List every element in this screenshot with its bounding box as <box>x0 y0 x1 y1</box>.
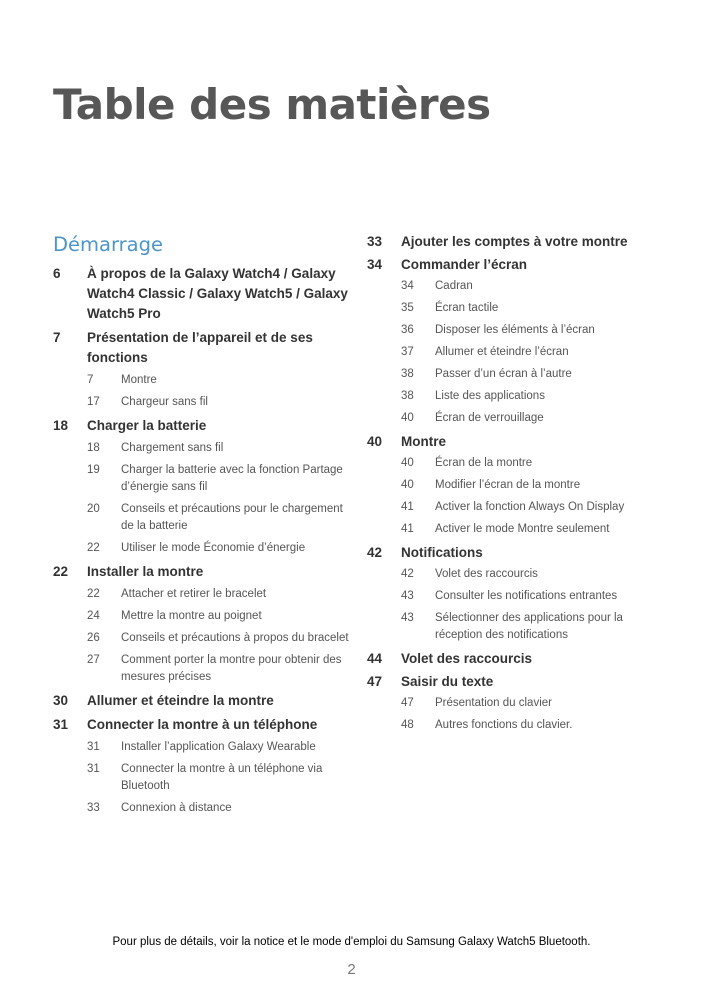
toc-entry-title: Montre <box>401 434 446 449</box>
toc-subentries <box>401 455 667 538</box>
toc-subentry-page: 43 <box>401 590 414 602</box>
toc-entry-title: Notifications <box>401 545 483 560</box>
toc-entries-left <box>53 264 353 817</box>
toc-subentry-title: Charger la batterie avec la fonction Partage d’énergie sans fil <box>121 464 343 493</box>
toc-entry-page: 22 <box>53 564 69 579</box>
toc-entry-page: 47 <box>367 674 383 689</box>
toc-entry[interactable] <box>53 562 353 582</box>
toc-subentry[interactable] <box>87 630 353 647</box>
toc-subentry-title: Sélectionner des applications pour la réception des notifications <box>435 612 623 641</box>
toc-subentry-title: Chargeur sans fil <box>121 396 208 408</box>
toc-entry-page: 40 <box>367 434 383 449</box>
toc-subentry-title: Attacher et retirer le bracelet <box>121 588 267 600</box>
toc-subentries <box>401 566 667 644</box>
toc-entry-page: 33 <box>367 234 383 249</box>
toc-subentry[interactable] <box>401 455 667 472</box>
page-number: 2 <box>347 961 356 978</box>
toc-subentries <box>87 586 353 686</box>
toc-subentry-page: 34 <box>401 280 414 292</box>
toc-subentry-title: Écran tactile <box>435 302 499 314</box>
toc-subentry-page: 18 <box>87 442 100 454</box>
toc-entry-page: 42 <box>367 545 383 560</box>
toc-subentry-page: 41 <box>401 523 414 535</box>
toc-subentry-title: Allumer et éteindre l’écran <box>435 346 569 358</box>
toc-subentry[interactable] <box>87 586 353 603</box>
toc-entry-title: Présentation de l’appareil et de ses fonctions <box>87 330 313 365</box>
toc-entry-page: 30 <box>53 693 69 708</box>
toc-subentry[interactable] <box>87 761 353 795</box>
toc-subentry-title: Activer la fonction Always On Display <box>435 501 625 513</box>
toc-entries-right <box>367 232 667 734</box>
toc-subentry-page: 37 <box>401 346 414 358</box>
toc-subentries <box>87 372 353 411</box>
toc-subentry[interactable] <box>401 610 667 644</box>
toc-subentry-page: 33 <box>87 802 100 814</box>
toc-subentry-page: 38 <box>401 368 414 380</box>
toc-entry-title: Connecter la montre à un téléphone <box>87 717 318 732</box>
toc-right-column <box>367 232 667 739</box>
toc-subentries <box>87 440 353 557</box>
toc-subentry-page: 47 <box>401 697 414 709</box>
toc-subentry-page: 35 <box>401 302 414 314</box>
toc-subentry-page: 38 <box>401 390 414 402</box>
toc-subentry-page: 22 <box>87 588 100 600</box>
toc-entry[interactable] <box>367 672 667 692</box>
toc-subentry-page: 43 <box>401 612 414 624</box>
toc-subentry[interactable] <box>87 372 353 389</box>
toc-entry-page: 7 <box>53 330 61 345</box>
toc-subentry-title: Passer d’un écran à l’autre <box>435 368 572 380</box>
toc-entry-title: Allumer et éteindre la montre <box>87 693 274 708</box>
toc-subentry-title: Écran de verrouillage <box>435 412 544 424</box>
toc-subentry-page: 48 <box>401 719 414 731</box>
toc-entry-page: 34 <box>367 257 383 272</box>
toc-subentry-page: 24 <box>87 610 100 622</box>
toc-subentry[interactable] <box>87 462 353 496</box>
toc-entry[interactable] <box>53 691 353 711</box>
toc-subentries <box>401 278 667 427</box>
toc-subentry[interactable] <box>87 440 353 457</box>
toc-subentry-title: Utiliser le mode Économie d’énergie <box>121 542 306 554</box>
toc-entry-page: 18 <box>53 418 69 433</box>
toc-subentry[interactable] <box>87 739 353 756</box>
toc-subentry-title: Cadran <box>435 280 473 292</box>
toc-entry-title: Commander l’écran <box>401 257 528 272</box>
toc-subentry-title: Modifier l’écran de la montre <box>435 479 581 491</box>
toc-subentry-page: 31 <box>87 741 100 753</box>
toc-entry-page: 6 <box>53 266 61 281</box>
toc-entry[interactable] <box>367 432 667 452</box>
toc-entry-title: Installer la montre <box>87 564 204 579</box>
toc-subentry-title: Conseils et précautions à propos du bracelet <box>121 632 349 644</box>
toc-subentry-title: Montre <box>121 374 157 386</box>
toc-entry[interactable] <box>53 715 353 735</box>
toc-entry-title: À propos de la Galaxy Watch4 / Galaxy Watch4 Classic / Galaxy Watch5 / Galaxy Watch5 Pro <box>87 266 348 321</box>
toc-subentry[interactable] <box>87 501 353 535</box>
footer-note: Pour plus de détails, voir la notice et le mode d'emploi du Samsung Galaxy Watch5 Bluetooth. <box>112 936 591 948</box>
toc-subentries <box>87 739 353 817</box>
toc-entry-title: Saisir du texte <box>401 674 494 689</box>
toc-subentry[interactable] <box>401 410 667 427</box>
toc-subentry-page: 41 <box>401 501 414 513</box>
toc-subentry[interactable] <box>401 477 667 494</box>
toc-subentry[interactable] <box>401 695 667 712</box>
page-title: Table des matières <box>53 80 491 129</box>
toc-subentry[interactable] <box>401 322 667 339</box>
section-heading: Démarrage <box>53 233 163 256</box>
toc-subentry-page: 31 <box>87 763 100 775</box>
toc-subentry-title: Disposer les éléments à l’écran <box>435 324 595 336</box>
toc-subentry-page: 40 <box>401 412 414 424</box>
toc-subentry[interactable] <box>401 300 667 317</box>
toc-subentry-page: 19 <box>87 464 100 476</box>
toc-subentry-title: Conseils et précautions pour le chargement de la batterie <box>121 503 343 532</box>
toc-subentry-title: Écran de la montre <box>435 457 533 469</box>
toc-subentry-page: 22 <box>87 542 100 554</box>
toc-entry[interactable] <box>53 264 353 324</box>
toc-left-column <box>53 232 353 822</box>
toc-subentry-page: 26 <box>87 632 100 644</box>
toc-subentry[interactable] <box>87 800 353 817</box>
toc-entry[interactable] <box>53 416 353 436</box>
toc-subentry[interactable] <box>401 588 667 605</box>
toc-subentry[interactable] <box>87 394 353 411</box>
toc-subentry-title: Mettre la montre au poignet <box>121 610 262 622</box>
toc-entry[interactable] <box>367 543 667 563</box>
toc-subentry-title: Liste des applications <box>435 390 545 402</box>
toc-subentry-page: 40 <box>401 457 414 469</box>
toc-subentry-title: Connexion à distance <box>121 802 232 814</box>
toc-entry-page: 44 <box>367 651 383 666</box>
toc-entry[interactable] <box>367 255 667 275</box>
toc-subentry[interactable] <box>87 652 353 686</box>
toc-subentry-page: 42 <box>401 568 414 580</box>
toc-subentry[interactable] <box>401 388 667 405</box>
toc-subentry-page: 7 <box>87 374 94 386</box>
toc-entry-title: Charger la batterie <box>87 418 207 433</box>
toc-subentry[interactable] <box>401 499 667 516</box>
toc-subentry-title: Consulter les notifications entrantes <box>435 590 618 602</box>
toc-subentry[interactable] <box>401 521 667 538</box>
toc-entry[interactable] <box>367 232 667 252</box>
toc-subentry-title: Activer le mode Montre seulement <box>435 523 610 535</box>
toc-subentry-title: Connecter la montre à un téléphone via Bluetooth <box>121 763 323 792</box>
toc-subentry[interactable] <box>401 344 667 361</box>
toc-subentry-page: 27 <box>87 654 100 666</box>
toc-subentry[interactable] <box>401 366 667 383</box>
toc-entry-title: Volet des raccourcis <box>401 651 533 666</box>
toc-subentry-page: 17 <box>87 396 100 408</box>
toc-subentry-page: 20 <box>87 503 100 515</box>
toc-subentry[interactable] <box>401 278 667 295</box>
toc-subentry[interactable] <box>87 608 353 625</box>
toc-subentry-title: Volet des raccourcis <box>435 568 538 580</box>
toc-entry[interactable] <box>53 328 353 368</box>
toc-subentry[interactable] <box>87 540 353 557</box>
toc-subentry[interactable] <box>401 717 667 734</box>
toc-entry-page: 31 <box>53 717 69 732</box>
toc-subentry-title: Comment porter la montre pour obtenir des mesures précises <box>121 654 342 683</box>
toc-subentry-title: Autres fonctions du clavier. <box>435 719 573 731</box>
toc-subentry-title: Présentation du clavier <box>435 697 552 709</box>
toc-entry[interactable] <box>367 649 667 669</box>
toc-subentry-title: Chargement sans fil <box>121 442 224 454</box>
toc-subentry[interactable] <box>401 566 667 583</box>
toc-subentry-page: 36 <box>401 324 414 336</box>
toc-subentry-page: 40 <box>401 479 414 491</box>
toc-subentries <box>401 695 667 734</box>
toc-subentry-title: Installer l’application Galaxy Wearable <box>121 741 316 753</box>
toc-entry-title: Ajouter les comptes à votre montre <box>401 234 628 249</box>
